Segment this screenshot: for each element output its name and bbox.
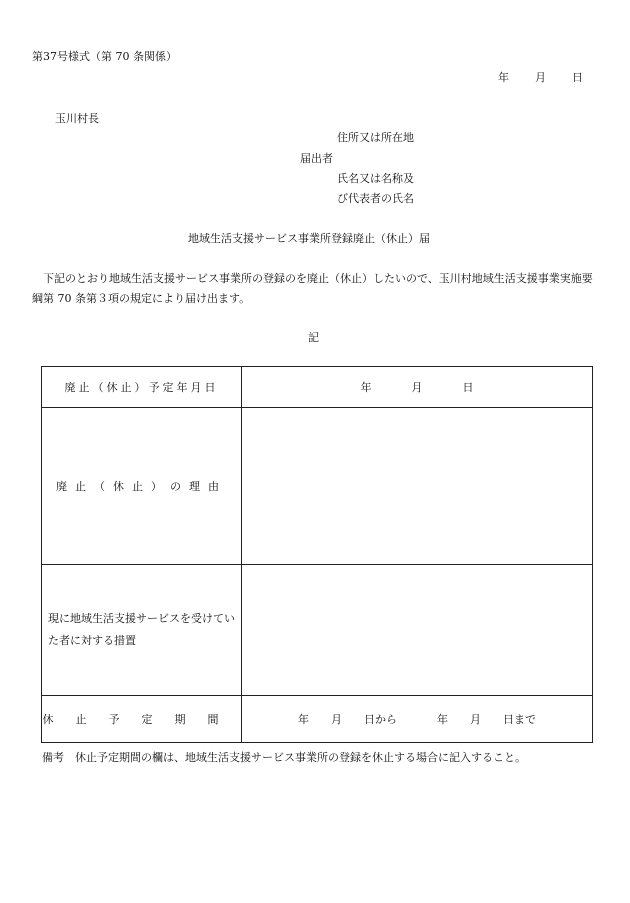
table-row [42, 367, 593, 408]
date-month: 月 [535, 71, 546, 84]
planned-date-label: 廃止（休止）予定年月日 [42, 367, 242, 408]
table-row [42, 565, 593, 696]
date-year: 年 [498, 71, 509, 84]
name-label-line1: 氏名又は名称及 [337, 172, 414, 185]
ki-heading: 記 [308, 331, 319, 344]
table-row [42, 408, 593, 565]
document-title: 地域生活支援サービス事業所登録廃止（休止）届 [188, 232, 430, 245]
planned-date-field[interactable] [242, 367, 593, 408]
period-start-month: 月 [331, 713, 342, 726]
table-row [42, 696, 593, 743]
planned-date-day: 日 [462, 381, 474, 394]
measures-label: 現に地域生活支援サービスを受けていた者に対する措置 [42, 565, 242, 696]
name-label-line2: び代表者の氏名 [337, 192, 414, 205]
measures-field[interactable] [242, 565, 593, 696]
suspension-period-field[interactable] [242, 696, 593, 743]
period-start-year: 年 [298, 713, 309, 726]
period-end-year: 年 [437, 713, 448, 726]
reason-label: 廃止（休止）の理由 [42, 408, 242, 565]
submission-date [498, 71, 583, 84]
planned-date-month: 月 [411, 381, 423, 394]
reason-field[interactable] [242, 408, 593, 565]
period-end-day: 日まで [503, 713, 536, 726]
period-end-month: 月 [470, 713, 481, 726]
planned-date-year: 年 [360, 381, 372, 394]
notes: 備考 休止予定期間の欄は、地域生活支援サービス事業所の登録を休止する場合に記入すること。 [42, 751, 526, 764]
addressee: 玉川村長 [55, 112, 99, 125]
period-start-day: 日から [364, 713, 397, 726]
body-paragraph: 下記のとおり地域生活支援サービス事業所の登録のを廃止（休止）したいので、玉川村地域生活支援事業実施要綱第 70 条第３項の規定により届け出ます。 [32, 272, 593, 305]
applicant-label: 届出者 [300, 152, 333, 165]
date-day: 日 [572, 71, 583, 84]
form-table [41, 366, 593, 743]
address-label: 住所又は所在地 [337, 131, 414, 144]
suspension-period-label: 休止予定期間 [42, 696, 242, 743]
form-number: 第37号様式（第 70 条関係） [32, 50, 177, 63]
